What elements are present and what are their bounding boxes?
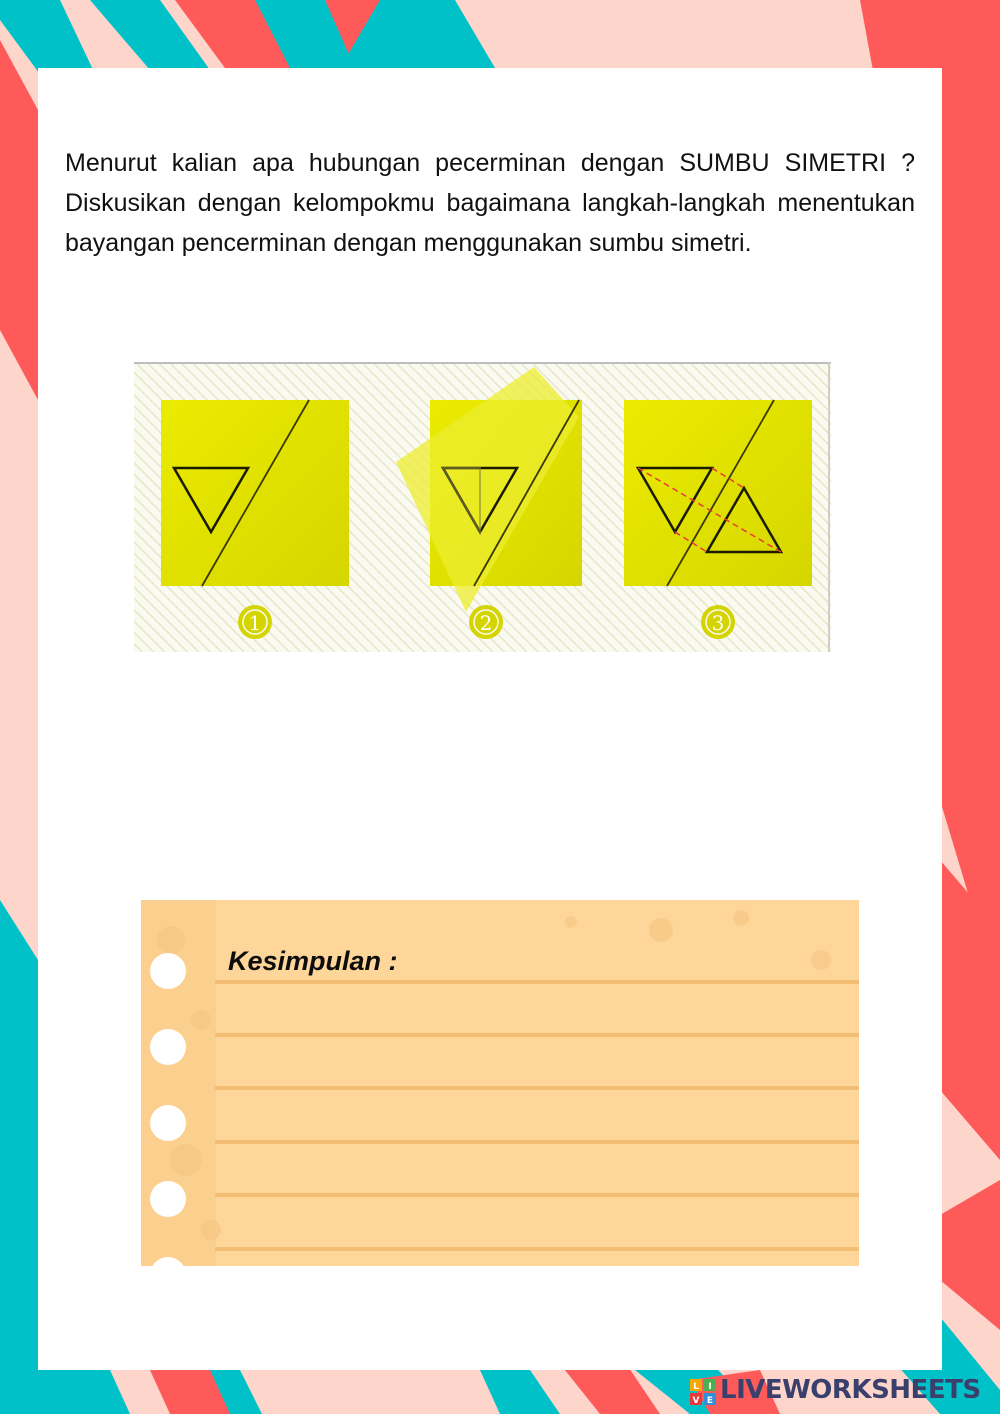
step-badge-3 bbox=[701, 605, 735, 639]
intro-paragraph: Menurut kalian apa hubungan pecerminan dengan SUMBU SIMETRI ? Diskusikan dengan kelompokmu bagaimana langkah-langkah menentukan bayangan pencerminan dengan menggunakan sumbu simetri. bbox=[65, 149, 915, 257]
reflection-steps-figure bbox=[134, 362, 831, 652]
step-badge-2 bbox=[469, 605, 503, 639]
svg-text:1: 1 bbox=[248, 611, 262, 635]
liveworksheets-logo-icon bbox=[690, 1379, 716, 1405]
svg-text:V: V bbox=[692, 1396, 700, 1405]
svg-text:L: L bbox=[693, 1382, 699, 1392]
step-1-panel bbox=[161, 400, 349, 586]
svg-text:I: I bbox=[708, 1382, 712, 1392]
step-3-panel bbox=[624, 400, 812, 586]
conclusion-title: Kesimpulan : bbox=[228, 946, 398, 976]
svg-text:E: E bbox=[706, 1396, 714, 1405]
step-badge-1 bbox=[238, 605, 272, 639]
liveworksheets-brand bbox=[690, 1373, 990, 1407]
brand-name: LIVEWORKSHEETS bbox=[720, 1375, 981, 1405]
svg-text:3: 3 bbox=[711, 611, 725, 635]
svg-text:2: 2 bbox=[479, 611, 493, 635]
